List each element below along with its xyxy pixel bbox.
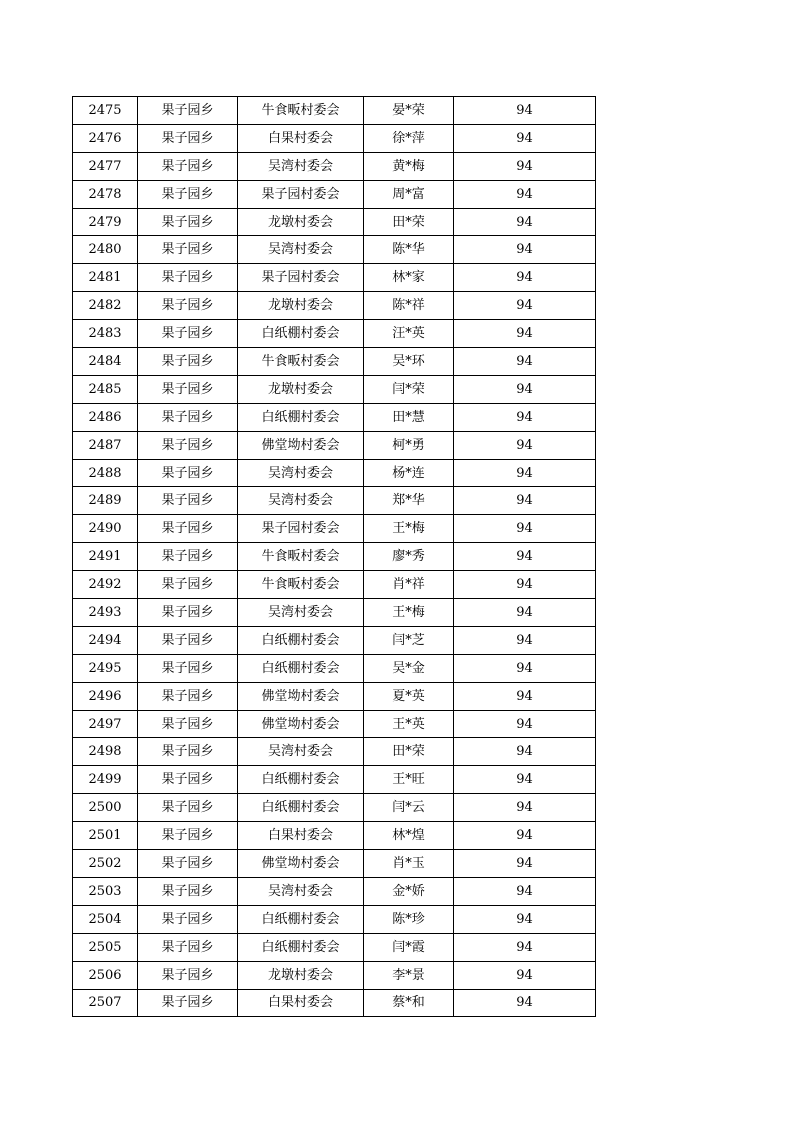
township-cell: 果子园乡 (138, 905, 238, 933)
township-cell: 果子园乡 (138, 208, 238, 236)
table-row (73, 487, 596, 515)
village-committee-cell: 白纸棚村委会 (238, 933, 364, 961)
table-row (73, 877, 596, 905)
score-cell: 94 (454, 571, 596, 599)
table-row (73, 905, 596, 933)
person-name-cell: 闫*霞 (364, 933, 454, 961)
score-cell: 94 (454, 877, 596, 905)
row-number-cell: 2489 (73, 487, 138, 515)
table-row (73, 654, 596, 682)
township-cell: 果子园乡 (138, 152, 238, 180)
person-name-cell: 陈*华 (364, 236, 454, 264)
township-cell: 果子园乡 (138, 236, 238, 264)
score-cell: 94 (454, 348, 596, 376)
row-number-cell: 2491 (73, 543, 138, 571)
table-row (73, 571, 596, 599)
township-cell: 果子园乡 (138, 515, 238, 543)
village-committee-cell: 佛堂坳村委会 (238, 682, 364, 710)
data-table (72, 96, 596, 1017)
row-number-cell: 2507 (73, 989, 138, 1017)
table-row (73, 766, 596, 794)
village-committee-cell: 白纸棚村委会 (238, 403, 364, 431)
village-committee-cell: 佛堂坳村委会 (238, 431, 364, 459)
person-name-cell: 肖*祥 (364, 571, 454, 599)
person-name-cell: 汪*英 (364, 320, 454, 348)
row-number-cell: 2488 (73, 459, 138, 487)
table-row (73, 710, 596, 738)
table-row (73, 933, 596, 961)
score-cell: 94 (454, 236, 596, 264)
township-cell: 果子园乡 (138, 682, 238, 710)
row-number-cell: 2494 (73, 626, 138, 654)
village-committee-cell: 吴湾村委会 (238, 152, 364, 180)
village-committee-cell: 果子园村委会 (238, 180, 364, 208)
table-row (73, 375, 596, 403)
person-name-cell: 闫*云 (364, 794, 454, 822)
person-name-cell: 林*煌 (364, 822, 454, 850)
township-cell: 果子园乡 (138, 710, 238, 738)
township-cell: 果子园乡 (138, 543, 238, 571)
row-number-cell: 2485 (73, 375, 138, 403)
person-name-cell: 徐*萍 (364, 124, 454, 152)
village-committee-cell: 牛食畈村委会 (238, 543, 364, 571)
person-name-cell: 廖*秀 (364, 543, 454, 571)
person-name-cell: 郑*华 (364, 487, 454, 515)
village-committee-cell: 吴湾村委会 (238, 738, 364, 766)
score-cell: 94 (454, 682, 596, 710)
table-row (73, 180, 596, 208)
village-committee-cell: 吴湾村委会 (238, 459, 364, 487)
table-row (73, 459, 596, 487)
township-cell: 果子园乡 (138, 571, 238, 599)
row-number-cell: 2495 (73, 654, 138, 682)
person-name-cell: 林*家 (364, 264, 454, 292)
person-name-cell: 陈*珍 (364, 905, 454, 933)
table-row (73, 431, 596, 459)
row-number-cell: 2505 (73, 933, 138, 961)
table-row (73, 989, 596, 1017)
township-cell: 果子园乡 (138, 375, 238, 403)
table-row (73, 152, 596, 180)
village-committee-cell: 白果村委会 (238, 124, 364, 152)
township-cell: 果子园乡 (138, 933, 238, 961)
score-cell: 94 (454, 766, 596, 794)
row-number-cell: 2493 (73, 599, 138, 627)
row-number-cell: 2477 (73, 152, 138, 180)
row-number-cell: 2496 (73, 682, 138, 710)
row-number-cell: 2484 (73, 348, 138, 376)
person-name-cell: 王*旺 (364, 766, 454, 794)
person-name-cell: 黄*梅 (364, 152, 454, 180)
table-row (73, 124, 596, 152)
village-committee-cell: 白纸棚村委会 (238, 905, 364, 933)
township-cell: 果子园乡 (138, 989, 238, 1017)
village-committee-cell: 吴湾村委会 (238, 599, 364, 627)
row-number-cell: 2481 (73, 264, 138, 292)
person-name-cell: 闫*芝 (364, 626, 454, 654)
score-cell: 94 (454, 654, 596, 682)
village-committee-cell: 龙墩村委会 (238, 961, 364, 989)
score-cell: 94 (454, 738, 596, 766)
village-committee-cell: 白纸棚村委会 (238, 766, 364, 794)
person-name-cell: 田*荣 (364, 738, 454, 766)
table-row (73, 794, 596, 822)
table-row (73, 348, 596, 376)
table-row (73, 543, 596, 571)
person-name-cell: 金*娇 (364, 877, 454, 905)
row-number-cell: 2499 (73, 766, 138, 794)
township-cell: 果子园乡 (138, 459, 238, 487)
row-number-cell: 2486 (73, 403, 138, 431)
score-cell: 94 (454, 208, 596, 236)
township-cell: 果子园乡 (138, 97, 238, 125)
township-cell: 果子园乡 (138, 822, 238, 850)
score-cell: 94 (454, 264, 596, 292)
score-cell: 94 (454, 403, 596, 431)
person-name-cell: 李*景 (364, 961, 454, 989)
person-name-cell: 蔡*和 (364, 989, 454, 1017)
row-number-cell: 2500 (73, 794, 138, 822)
score-cell: 94 (454, 515, 596, 543)
score-cell: 94 (454, 180, 596, 208)
township-cell: 果子园乡 (138, 794, 238, 822)
township-cell: 果子园乡 (138, 850, 238, 878)
township-cell: 果子园乡 (138, 431, 238, 459)
score-cell: 94 (454, 292, 596, 320)
township-cell: 果子园乡 (138, 766, 238, 794)
village-committee-cell: 佛堂坳村委会 (238, 710, 364, 738)
person-name-cell: 杨*连 (364, 459, 454, 487)
village-committee-cell: 白纸棚村委会 (238, 794, 364, 822)
row-number-cell: 2487 (73, 431, 138, 459)
township-cell: 果子园乡 (138, 124, 238, 152)
township-cell: 果子园乡 (138, 738, 238, 766)
township-cell: 果子园乡 (138, 348, 238, 376)
table-row (73, 264, 596, 292)
row-number-cell: 2492 (73, 571, 138, 599)
table-row (73, 738, 596, 766)
table-row (73, 320, 596, 348)
village-committee-cell: 吴湾村委会 (238, 487, 364, 515)
person-name-cell: 陈*祥 (364, 292, 454, 320)
person-name-cell: 王*梅 (364, 599, 454, 627)
score-cell: 94 (454, 822, 596, 850)
score-cell: 94 (454, 152, 596, 180)
township-cell: 果子园乡 (138, 654, 238, 682)
person-name-cell: 周*富 (364, 180, 454, 208)
village-committee-cell: 牛食畈村委会 (238, 348, 364, 376)
score-cell: 94 (454, 794, 596, 822)
village-committee-cell: 牛食畈村委会 (238, 571, 364, 599)
person-name-cell: 夏*英 (364, 682, 454, 710)
table-row (73, 236, 596, 264)
score-cell: 94 (454, 710, 596, 738)
row-number-cell: 2506 (73, 961, 138, 989)
table-row (73, 626, 596, 654)
township-cell: 果子园乡 (138, 487, 238, 515)
row-number-cell: 2497 (73, 710, 138, 738)
score-cell: 94 (454, 626, 596, 654)
score-cell: 94 (454, 375, 596, 403)
village-committee-cell: 吴湾村委会 (238, 236, 364, 264)
row-number-cell: 2501 (73, 822, 138, 850)
table-body (73, 97, 596, 1017)
village-committee-cell: 白果村委会 (238, 989, 364, 1017)
row-number-cell: 2502 (73, 850, 138, 878)
row-number-cell: 2482 (73, 292, 138, 320)
score-cell: 94 (454, 431, 596, 459)
village-committee-cell: 龙墩村委会 (238, 292, 364, 320)
person-name-cell: 肖*玉 (364, 850, 454, 878)
row-number-cell: 2478 (73, 180, 138, 208)
score-cell: 94 (454, 320, 596, 348)
person-name-cell: 晏*荣 (364, 97, 454, 125)
row-number-cell: 2504 (73, 905, 138, 933)
village-committee-cell: 果子园村委会 (238, 264, 364, 292)
village-committee-cell: 牛食畈村委会 (238, 97, 364, 125)
township-cell: 果子园乡 (138, 599, 238, 627)
township-cell: 果子园乡 (138, 264, 238, 292)
score-cell: 94 (454, 97, 596, 125)
table-row (73, 961, 596, 989)
table-row (73, 850, 596, 878)
person-name-cell: 柯*勇 (364, 431, 454, 459)
table-row (73, 515, 596, 543)
township-cell: 果子园乡 (138, 961, 238, 989)
row-number-cell: 2498 (73, 738, 138, 766)
table-row (73, 208, 596, 236)
row-number-cell: 2483 (73, 320, 138, 348)
township-cell: 果子园乡 (138, 292, 238, 320)
score-cell: 94 (454, 543, 596, 571)
township-cell: 果子园乡 (138, 403, 238, 431)
row-number-cell: 2490 (73, 515, 138, 543)
village-committee-cell: 白纸棚村委会 (238, 654, 364, 682)
score-cell: 94 (454, 599, 596, 627)
table-row (73, 822, 596, 850)
row-number-cell: 2476 (73, 124, 138, 152)
score-cell: 94 (454, 124, 596, 152)
score-cell: 94 (454, 905, 596, 933)
row-number-cell: 2503 (73, 877, 138, 905)
row-number-cell: 2480 (73, 236, 138, 264)
village-committee-cell: 吴湾村委会 (238, 877, 364, 905)
row-number-cell: 2475 (73, 97, 138, 125)
township-cell: 果子园乡 (138, 626, 238, 654)
person-name-cell: 王*英 (364, 710, 454, 738)
village-committee-cell: 白纸棚村委会 (238, 320, 364, 348)
village-committee-cell: 龙墩村委会 (238, 208, 364, 236)
person-name-cell: 田*荣 (364, 208, 454, 236)
table-row (73, 97, 596, 125)
table-row (73, 599, 596, 627)
village-committee-cell: 白果村委会 (238, 822, 364, 850)
table-row (73, 403, 596, 431)
table-row (73, 682, 596, 710)
score-cell: 94 (454, 933, 596, 961)
score-cell: 94 (454, 459, 596, 487)
village-committee-cell: 佛堂坳村委会 (238, 850, 364, 878)
score-cell: 94 (454, 961, 596, 989)
row-number-cell: 2479 (73, 208, 138, 236)
table-row (73, 292, 596, 320)
person-name-cell: 王*梅 (364, 515, 454, 543)
score-cell: 94 (454, 487, 596, 515)
person-name-cell: 吴*金 (364, 654, 454, 682)
village-committee-cell: 龙墩村委会 (238, 375, 364, 403)
township-cell: 果子园乡 (138, 180, 238, 208)
village-committee-cell: 白纸棚村委会 (238, 626, 364, 654)
township-cell: 果子园乡 (138, 877, 238, 905)
score-cell: 94 (454, 989, 596, 1017)
score-cell: 94 (454, 850, 596, 878)
person-name-cell: 田*慧 (364, 403, 454, 431)
person-name-cell: 吴*环 (364, 348, 454, 376)
village-committee-cell: 果子园村委会 (238, 515, 364, 543)
township-cell: 果子园乡 (138, 320, 238, 348)
person-name-cell: 闫*荣 (364, 375, 454, 403)
